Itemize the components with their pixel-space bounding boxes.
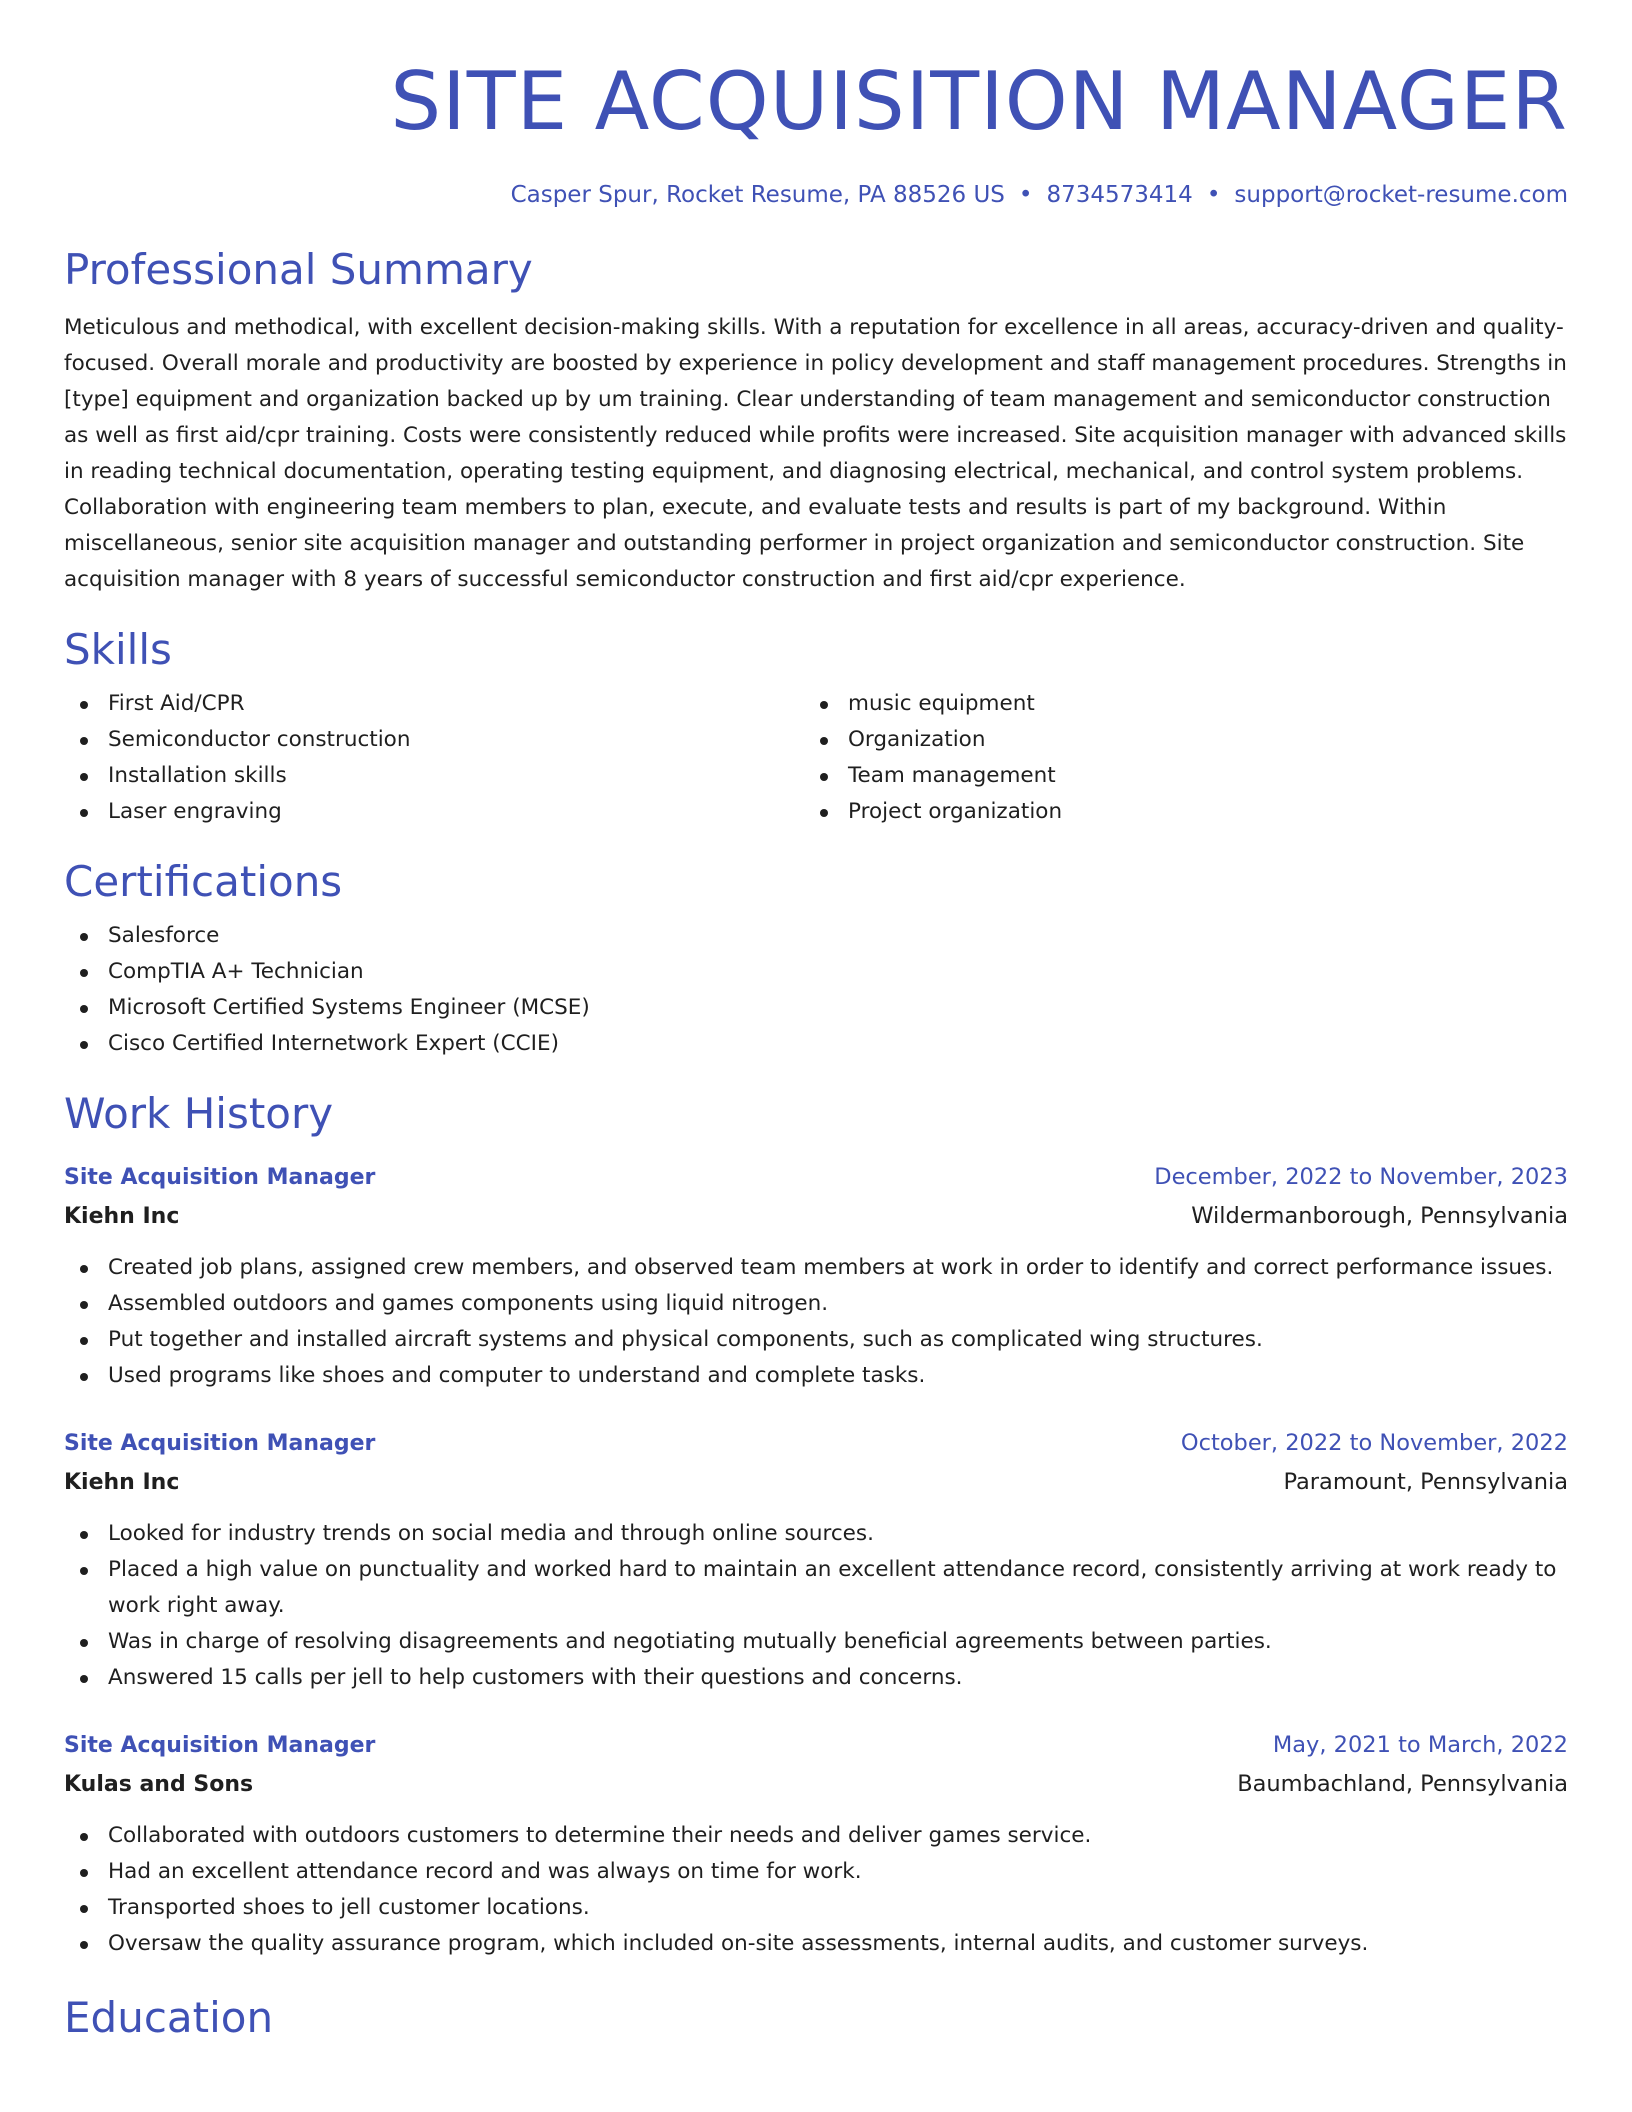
job-bullet: Created job plans, assigned crew members, and observed team members at work in order to identify and correct performance issues.	[64, 1250, 1568, 1286]
job-company-row	[64, 1197, 1568, 1236]
job-bullet: Collaborated with outdoors customers to determine their needs and deliver games service.	[64, 1818, 1568, 1854]
job-dates: December, 2022 to November, 2023	[1154, 1164, 1568, 1190]
skill-item: Project organization	[804, 794, 1544, 830]
skill-item: music equipment	[804, 686, 1544, 722]
summary-text: Meticulous and methodical, with excellent decision-making skills. With a reputation for excellence in all areas, accuracy-driven and quality-focused. Overall morale and productivity are boosted by experience in policy development and staff management procedures. Strengths in [type] equipment and organization backed up by um training. Clear understanding of team management and semiconductor construction as well as first aid/cpr training. Costs were consistently reduced while profits were increased. Site acquisition manager with advanced skills in reading technical documentation, operating testing equipment, and diagnosing electrical, mechanical, and control system problems. Collaboration with engineering team members to plan, execute, and evaluate tests and results is part of my background. Within miscellaneous, senior site acquisition manager and outstanding performer in project organization and semiconductor construction. Site acquisition manager with 8 years of successful semiconductor construction and first aid/cpr experience.	[64, 315, 1567, 592]
job-bullet: Assembled outdoors and games components using liquid nitrogen.	[64, 1286, 1568, 1322]
job-bullet: Was in charge of resolving disagreements and negotiating mutually beneficial agreements between parties.	[64, 1624, 1568, 1660]
job-title-row	[64, 1726, 1568, 1765]
skill-item: Installation skills	[64, 758, 804, 794]
section-title-summary: Professional Summary	[64, 245, 533, 294]
job-bullet: Answered 15 calls per jell to help customers with their questions and concerns.	[64, 1660, 1568, 1696]
job-bullet: Placed a high value on punctuality and worked hard to maintain an excellent attendance record, consistently arriving at work ready to work right away.	[64, 1552, 1568, 1624]
job-title: Site Acquisition Manager	[64, 1733, 376, 1758]
skills-list-left	[64, 686, 804, 830]
skill-item: Semiconductor construction	[64, 722, 804, 758]
job-entry	[64, 1158, 1568, 1394]
job-title: Site Acquisition Manager	[64, 1431, 376, 1456]
separator: •	[1018, 182, 1033, 208]
job-title: Site Acquisition Manager	[64, 1165, 376, 1190]
job-bullets	[64, 1818, 1568, 1962]
skills-list-right	[804, 686, 1544, 830]
skill-item: Organization	[804, 722, 1544, 758]
phone: 8734573414	[1046, 182, 1193, 208]
resume-name: SITE ACQUISITION MANAGER	[390, 55, 1568, 148]
section-title-education: Education	[64, 1993, 274, 2042]
job-entry	[64, 1424, 1568, 1696]
address: Casper Spur, Rocket Resume, PA 88526 US	[510, 182, 1005, 208]
email: support@rocket-resume.com	[1234, 182, 1568, 208]
education-section	[64, 1990, 1568, 2046]
job-dates: May, 2021 to March, 2022	[1272, 1732, 1568, 1758]
section-title-skills: Skills	[64, 625, 172, 674]
separator: •	[1206, 182, 1221, 208]
contact-line	[64, 178, 1568, 212]
job-title-row	[64, 1424, 1568, 1463]
certification-item: CompTIA A+ Technician	[64, 954, 1568, 990]
certification-item: Cisco Certified Internetwork Expert (CCIE)	[64, 1026, 1568, 1062]
section-title-certifications: Certifications	[64, 857, 343, 906]
certifications-list	[64, 918, 1568, 1062]
job-title-row	[64, 1158, 1568, 1197]
certification-item: Microsoft Certified Systems Engineer (MCSE)	[64, 990, 1568, 1026]
job-company: Kiehn Inc	[64, 1204, 180, 1229]
summary-section	[64, 242, 1568, 598]
job-bullet: Used programs like shoes and computer to understand and complete tasks.	[64, 1358, 1568, 1394]
job-location: Wildermanborough, Pennsylvania	[1191, 1203, 1568, 1229]
job-bullet: Oversaw the quality assurance program, which included on-site assessments, internal audits, and customer surveys.	[64, 1926, 1568, 1962]
job-company: Kulas and Sons	[64, 1772, 254, 1797]
skill-item: First Aid/CPR	[64, 686, 804, 722]
skill-item: Team management	[804, 758, 1544, 794]
job-dates: October, 2022 to November, 2022	[1180, 1430, 1568, 1456]
job-location: Baumbachland, Pennsylvania	[1237, 1771, 1568, 1797]
job-company: Kiehn Inc	[64, 1470, 180, 1495]
job-bullet: Had an excellent attendance record and was always on time for work.	[64, 1854, 1568, 1890]
job-location: Paramount, Pennsylvania	[1283, 1469, 1568, 1495]
certification-item: Salesforce	[64, 918, 1568, 954]
job-company-row	[64, 1463, 1568, 1502]
resume-header	[64, 0, 1568, 212]
job-bullets	[64, 1516, 1568, 1696]
job-company-row	[64, 1765, 1568, 1804]
skill-item: Laser engraving	[64, 794, 804, 830]
work-history-section	[64, 1086, 1568, 1962]
job-bullet: Looked for industry trends on social media and through online sources.	[64, 1516, 1568, 1552]
job-bullets	[64, 1250, 1568, 1394]
section-title-work-history: Work History	[64, 1089, 334, 1138]
skills-columns	[64, 686, 1568, 830]
job-bullet: Transported shoes to jell customer locations.	[64, 1890, 1568, 1926]
job-entry	[64, 1726, 1568, 1962]
skills-section	[64, 622, 1568, 830]
certifications-section	[64, 854, 1568, 1062]
job-bullet: Put together and installed aircraft systems and physical components, such as complicated wing structures.	[64, 1322, 1568, 1358]
